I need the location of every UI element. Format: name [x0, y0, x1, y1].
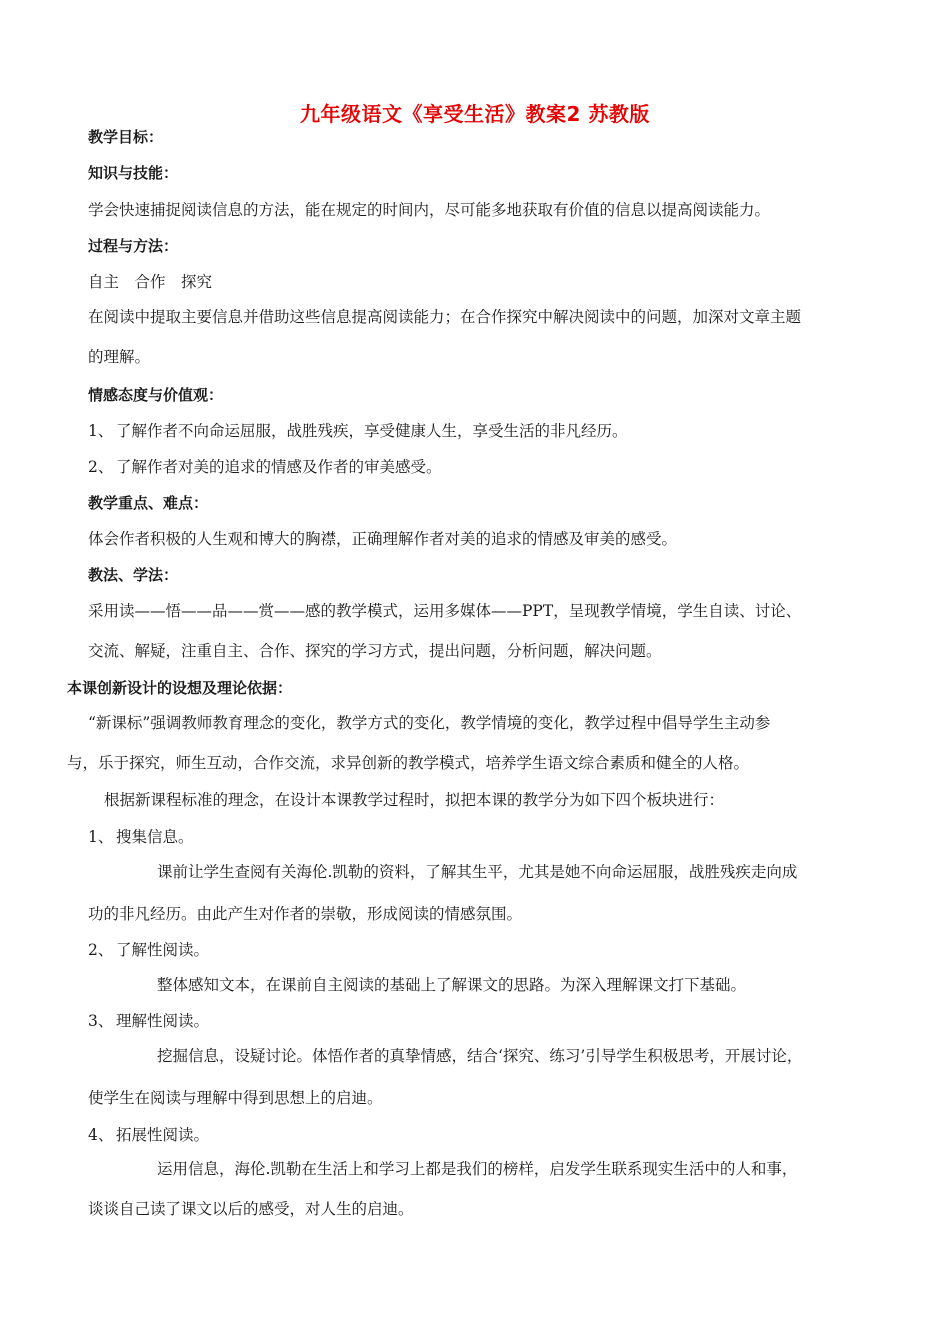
methods-heading: 教法、学法： — [88, 566, 179, 584]
methods-text-line-2: 交流、解疑，注重自主、合作、探究的学习方式，提出问题，分析问题，解决问题。 — [88, 642, 662, 660]
step-body-line-1: 挖掘信息，设疑讨论。体悟作者的真挚情感，结合‘探究、练习’引导学生积极思考，开展讨论， — [157, 1047, 803, 1065]
teaching-goals-heading: 教学目标： — [88, 128, 164, 146]
step-body-line-2: 使学生在阅读与理解中得到思想上的启迪。 — [88, 1089, 383, 1107]
knowledge-text: 学会快速捕捉阅读信息的方法，能在规定的时间内，尽可能多地获取有价值的信息以提高阅读能力。 — [88, 201, 771, 219]
list-item-number: 2、 — [88, 458, 114, 476]
step-body-line-2: 功的非凡经历。由此产生对作者的崇敬，形成阅读的情感氛围。 — [88, 905, 523, 923]
knowledge-heading: 知识与技能： — [88, 164, 179, 182]
design-para-2: 根据新课程标准的理念，在设计本课教学过程时，拟把本课的教学分为如下四个板块进行： — [104, 791, 725, 809]
process-keywords: 自主 合作 探究 — [88, 273, 213, 291]
step-title — [88, 826, 194, 848]
step-number: 2、 — [88, 941, 114, 959]
list-item — [88, 456, 442, 478]
design-heading: 本课创新设计的设想及理论依据： — [67, 679, 293, 697]
step-title-text: 理解性阅读。 — [116, 1012, 210, 1030]
list-item — [88, 420, 628, 442]
emotion-heading: 情感态度与价值观： — [88, 386, 224, 404]
step-body-line-1: 课前让学生查阅有关海伦.凯勒的资料，了解其生平，尤其是她不向命运屈服，战胜残疾走向成 — [157, 863, 798, 881]
list-item-text: 了解作者对美的追求的情感及作者的审美感受。 — [116, 458, 442, 476]
step-number: 1、 — [88, 828, 114, 846]
key-points-heading: 教学重点、难点： — [88, 494, 209, 512]
step-title-text: 搜集信息。 — [116, 828, 194, 846]
process-text-line-2: 的理解。 — [88, 348, 151, 366]
step-title — [88, 1010, 209, 1032]
list-item-text: 了解作者不向命运屈服，战胜残疾，享受健康人生，享受生活的非凡经历。 — [116, 422, 628, 440]
document-title: 九年级语文《享受生活》教案2 苏教版 — [300, 102, 650, 126]
design-para-1-line-2: 与，乐于探究，师生互动，合作交流，求异创新的教学模式，培养学生语文综合素质和健全的人格。 — [67, 754, 750, 772]
step-body-line-1: 整体感知文本，在课前自主阅读的基础上了解课文的思路。为深入理解课文打下基础。 — [157, 976, 747, 994]
process-heading: 过程与方法： — [88, 237, 179, 255]
step-number: 3、 — [88, 1012, 114, 1030]
process-text-line-1: 在阅读中提取主要信息并借助这些信息提高阅读能力；在合作探究中解决阅读中的问题，加深对文章主题 — [88, 308, 802, 326]
step-number: 4、 — [88, 1126, 114, 1144]
key-points-text: 体会作者积极的人生观和博大的胸襟，正确理解作者对美的追求的情感及审美的感受。 — [88, 530, 678, 548]
step-title-text: 拓展性阅读。 — [116, 1126, 210, 1144]
list-item-number: 1、 — [88, 422, 114, 440]
step-title-text: 了解性阅读。 — [116, 941, 210, 959]
step-body-line-1: 运用信息，海伦.凯勒在生活上和学习上都是我们的榜样，启发学生联系现实生活中的人和事， — [157, 1160, 798, 1178]
methods-text-line-1: 采用读——悟——品——赏——感的教学模式，运用多媒体——PPT，呈现教学情境，学生自读、讨论、 — [88, 602, 802, 620]
step-body-line-2: 谈谈自己读了课文以后的感受，对人生的启迪。 — [88, 1200, 414, 1218]
step-title — [88, 1124, 209, 1146]
step-title — [88, 939, 209, 961]
design-para-1-line-1: “新课标”强调教师教育理念的变化，教学方式的变化，教学情境的变化，教学过程中倡导学生主动参 — [88, 714, 771, 732]
